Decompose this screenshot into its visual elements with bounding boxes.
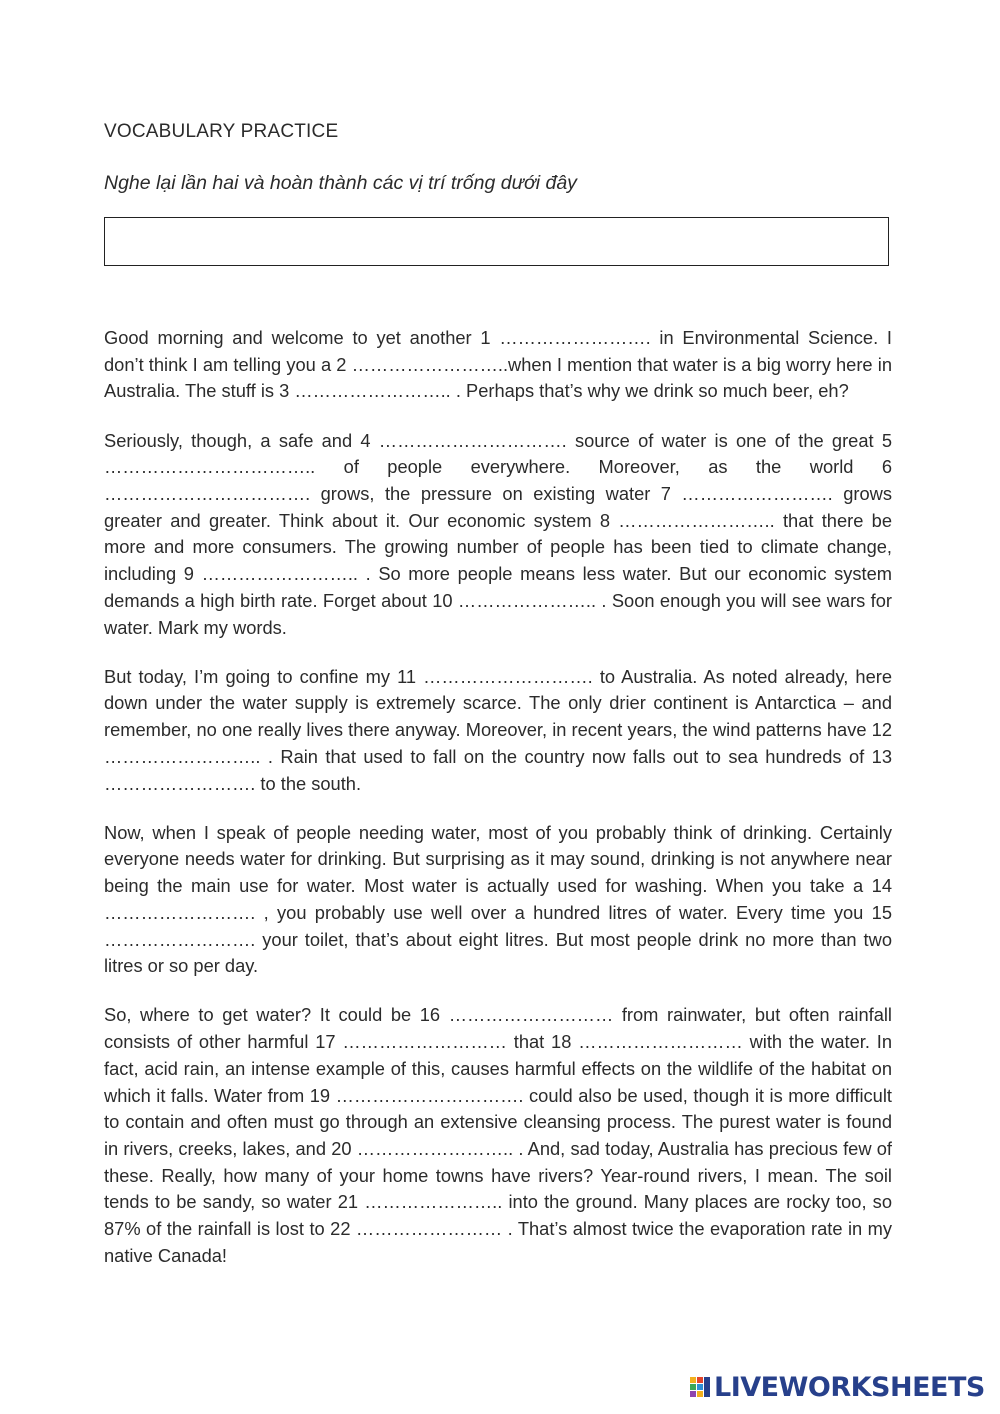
liveworksheets-logo[interactable] — [690, 1372, 985, 1403]
paragraph-2: Seriously, though, a safe and 4 …………………………. source of water is one of the great 5 …………………………….. of people everywhere. Moreover, as the world 6 ……………………………. grows, the pressure on existing water 7 ……………………. grows greater and greater. Think about it. Our economic system 8 …………………….. that there be more and more consumers. The growing number of people has been tied to climate change, including 9 …………………….. . So more people means less water. But our economic system demands a high birth rate. Forget about 10 ………………….. . Soon enough you will see wars for water. Mark my words. — [104, 429, 892, 638]
paragraph-3: But today, I’m going to confine my 11 ………………………. to Australia. As noted already, here down under the water supply is extremely scarce. The only drier continent is Antarctica – and remember, no one really lives there anyway. Moreover, in recent years, the wind patterns have 12 …………………….. . Rain that used to fall on the country now falls out to sea hundreds of 13 ……………………. to the south. — [104, 665, 892, 794]
page-title: VOCABULARY PRACTICE — [104, 121, 339, 142]
passage — [104, 325, 892, 1292]
instruction-text: Nghe lại lần hai và hoàn thành các vị trí trống dưới đây — [104, 172, 577, 194]
paragraph-1: Good morning and welcome to yet another 1 ……………………. in Environmental Science. I don’t think I am telling you a 2 ……………………..when I mention that water is a big worry here in Australia. The stuff is 3 …………………….. . Perhaps that’s why we drink so much beer, eh? — [104, 327, 892, 402]
paragraph-4: Now, when I speak of people needing water, most of you probably think of drinking. Certainly everyone needs water for drinking. But surprising as it may sound, drinking is not anywhere near being the main use for water. Most water is actually used for washing. When you take a 14 ……………………. , you probably use well over a hundred litres of water. Every time you 15 ……………………. your toilet, that’s about eight litres. But most people drink no more than two litres or so per day. — [104, 821, 892, 977]
liveworksheets-logo-icon — [690, 1375, 712, 1401]
answer-box[interactable] — [104, 217, 889, 266]
brand-name: LIVEWORKSHEETS — [714, 1372, 985, 1403]
paragraph-5: So, where to get water? It could be 16 ……………………… from rainwater, but often rainfall consists of other harmful 17 ……………………… that 18 ……………………… with the water. In fact, acid rain, an intense example of this, causes harmful effects on the wildlife of the habitat on which it falls. Water from 19 …………………………. could also be used, though it is more difficult to contain and often must go through an extensive cleansing process. The purest water is found in rivers, creeks, lakes, and 20 …………………….. . And, sad today, Australia has precious few of these. Really, how many of your home towns have rivers? Year-round rivers, I mean. The soil tends to be sandy, so water 21 ………………….. into the ground. Many places are rocky too, so 87% of the rainfall is lost to 22 …………………… . That’s almost twice the evaporation rate in my native Canada! — [104, 1004, 892, 1266]
